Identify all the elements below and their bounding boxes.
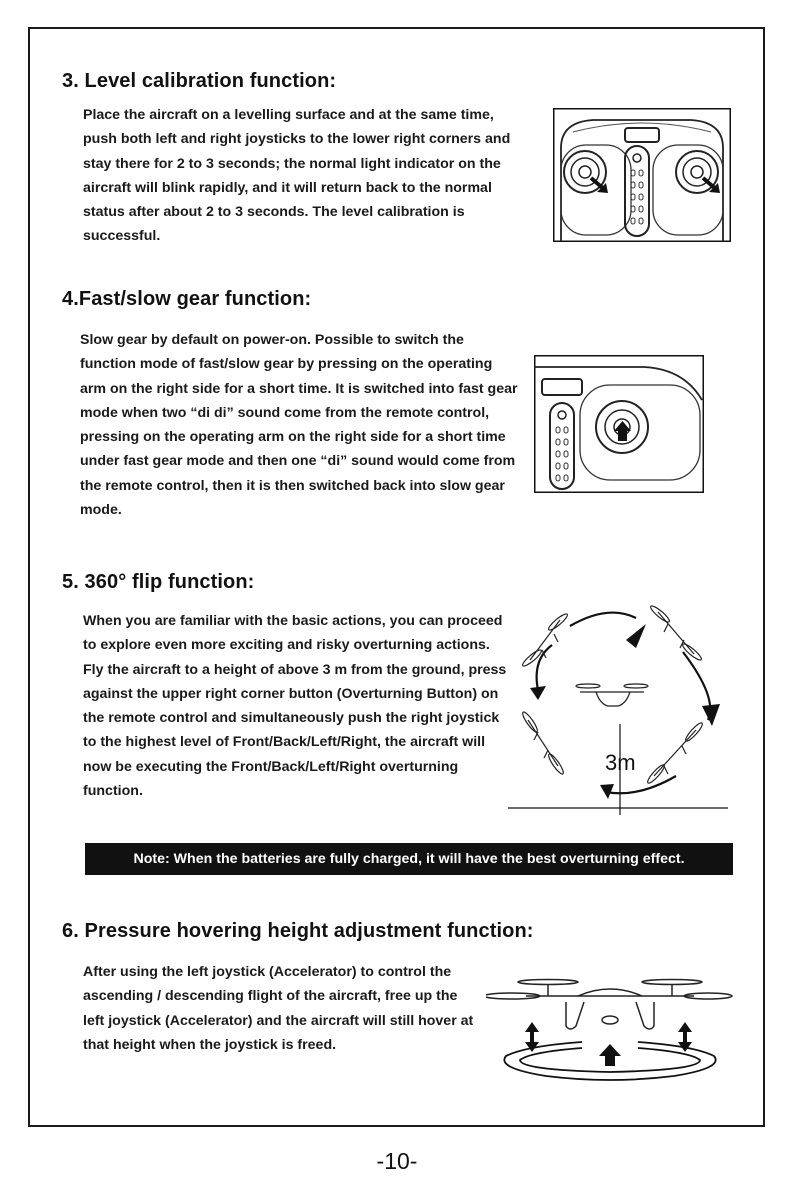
- level-calibration-text: Place the aircraft on a levelling surface and at the same time, push both left and right joysticks to the lower right corners and stay there for 2 to 3 seconds; the normal light indicator on the aircraft will blink rapidly, and it will return back to the normal status after about 2 to 3 seconds. The level calibration is successful.: [83, 107, 511, 245]
- fast-slow-gear-heading: 4.Fast/slow gear function:: [62, 288, 312, 310]
- fast-slow-gear-text: Slow gear by default on power-on. Possible to switch the function mode of fast/slow gear by pressing on the operating arm on the right side for a short time. It is switched into fast gear mode when two “di di” sound come from the remote control, pressing on the operating arm on the right side for a short time under fast gear mode and then one “di” sound would come from the remote control, then it is then switched back into slow gear mode.: [80, 332, 518, 519]
- note-banner: Note: When the batteries are fully charged, it will have the best overturning effect.: [85, 843, 733, 875]
- level-calibration-heading: 3. Level calibration function:: [62, 70, 337, 92]
- hovering-drone-illustration: [486, 968, 734, 1088]
- remote-right-stick-press-illustration: [534, 355, 704, 493]
- flip-text: When you are familiar with the basic actions, you can proceed to explore even more exciting and risky overturning actions. Fly the aircraft to a height of above 3 m from the ground, press against the upper right corner button (Overturning Button) on the remote control and simultaneously push the right joystick to the highest level of Front/Back/Left/Right, the aircraft will now be executing the Front/Back/Left/Right overturning function.: [83, 613, 507, 800]
- flip-circle-illustration: [508, 600, 728, 815]
- flip-heading: 5. 360° flip function:: [62, 571, 255, 593]
- pressure-hover-heading: 6. Pressure hovering height adjustment function:: [62, 920, 534, 942]
- flip-height-label: 3m: [605, 750, 636, 775]
- pressure-hover-text: After using the left joystick (Accelerator) to control the ascending / descending flight of the aircraft, free up the left joystick (Accelerator) and the aircraft will still hover at that height when the joystick is freed.: [83, 964, 474, 1053]
- remote-both-sticks-lower-right-illustration: [553, 108, 731, 242]
- page-number: -10-: [376, 1148, 418, 1174]
